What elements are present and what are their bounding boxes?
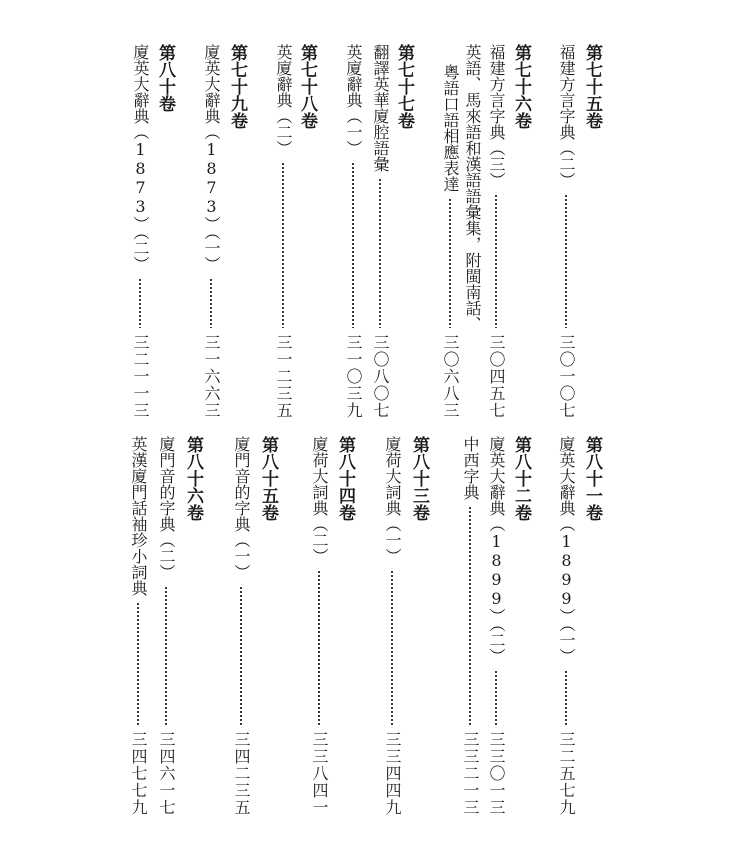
- volume-heading: 第八十五卷: [258, 436, 278, 521]
- toc-entry: [158, 436, 174, 816]
- dot-leader: [203, 278, 219, 328]
- entry-page-number: 三一〇三九: [344, 334, 363, 419]
- entry-title: 廈英大辭典（1899）（二）: [487, 436, 506, 664]
- toc-entry: [462, 436, 478, 816]
- toc-entry: [203, 44, 219, 419]
- toc-entry: [488, 436, 504, 816]
- dot-leader: [275, 162, 291, 328]
- toc-entry: [233, 436, 249, 816]
- entry-title: 英語、馬來語和漢語語彙集，附閩南話、: [463, 44, 482, 332]
- dot-leader: [233, 586, 249, 725]
- dot-leader: [372, 178, 388, 328]
- entry-title: 廈英大辭典（1899）（一）: [557, 436, 576, 664]
- dot-leader: [311, 570, 327, 725]
- entry-page-number: 三三〇一三: [487, 731, 506, 816]
- entry-title: 福建方言字典（三）: [487, 44, 506, 188]
- dot-leader: [488, 670, 504, 725]
- toc-entry: [558, 44, 574, 419]
- entry-page-number: 三〇六八三: [441, 334, 460, 419]
- entry-title: 廈英大辭典（1873）（二）: [131, 44, 150, 272]
- dot-leader: [462, 506, 478, 725]
- entry-page-number: 三二一一三: [131, 334, 150, 419]
- toc-entry: [372, 44, 388, 419]
- dot-leader: [130, 602, 146, 725]
- dot-leader: [132, 278, 148, 328]
- toc-entry: [345, 44, 361, 419]
- entry-title: 廈門音的字典（二）: [157, 436, 176, 580]
- volume-heading: 第八十六卷: [183, 436, 203, 521]
- toc-entry: [442, 44, 458, 419]
- volume-heading: 第八十四卷: [335, 436, 355, 521]
- entry-title: 英漢廈門話袖珍小詞典: [129, 436, 148, 596]
- volume-heading: 第七十九卷: [227, 44, 247, 129]
- entry-title: 廈英大辭典（1873）（一）: [202, 44, 221, 272]
- entry-title: 廈荷大詞典（一）: [383, 436, 402, 564]
- entry-title: 中西字典: [461, 436, 480, 500]
- toc-entry: [488, 44, 504, 419]
- volume-heading: 第八十三卷: [409, 436, 429, 521]
- dot-leader: [558, 670, 574, 725]
- volume-heading: 第七十六卷: [511, 44, 531, 129]
- toc-entry: [384, 436, 400, 816]
- entry-page-number: 三二五七九: [557, 731, 576, 816]
- entry-title: 廈門音的字典（一）: [232, 436, 251, 580]
- volume-heading: 第七十五卷: [582, 44, 602, 129]
- entry-page-number: 三四七七九: [129, 731, 148, 816]
- entry-title: 福建方言字典（二）: [557, 44, 576, 188]
- toc-entry: [311, 436, 327, 816]
- entry-page-number: 三四六一七: [157, 731, 176, 816]
- entry-title: 英廈辭典（二）: [274, 44, 293, 156]
- volume-heading: 第八十一卷: [582, 436, 602, 521]
- toc-entry: [275, 44, 291, 419]
- entry-page-number: 三一六六三: [202, 334, 221, 419]
- dot-leader: [345, 162, 361, 328]
- entry-title: 廈荷大詞典（二）: [310, 436, 329, 564]
- volume-heading: 第七十七卷: [394, 44, 414, 129]
- dot-leader: [558, 194, 574, 328]
- entry-page-number: 三四二三五: [232, 731, 251, 816]
- entry-title: 英廈辭典（一）: [344, 44, 363, 156]
- toc-entry: [130, 436, 146, 816]
- entry-page-number: 三三二一三: [461, 731, 480, 816]
- entry-title: 翻譯英華廈腔語彙: [371, 44, 390, 172]
- entry-title: 粵語口語相應表達: [441, 64, 460, 192]
- entry-page-number: 三〇四五七: [487, 334, 506, 419]
- entry-page-number: 三三八四一: [310, 731, 329, 816]
- entry-page-number: 三一二三五: [274, 334, 293, 419]
- entry-page-number: 三〇八〇七: [371, 334, 390, 419]
- toc-entry: [558, 436, 574, 816]
- volume-heading: 第八十二卷: [511, 436, 531, 521]
- dot-leader: [158, 586, 174, 725]
- toc-entry: [132, 44, 148, 419]
- entry-page-number: 三〇一〇七: [557, 334, 576, 419]
- entry-page-number: 三三四四九: [383, 731, 402, 816]
- dot-leader: [488, 194, 504, 328]
- toc-entry-continued: [464, 44, 480, 332]
- dot-leader: [384, 570, 400, 725]
- volume-heading: 第八十卷: [155, 44, 175, 112]
- volume-heading: 第七十八卷: [297, 44, 317, 129]
- dot-leader: [442, 198, 458, 328]
